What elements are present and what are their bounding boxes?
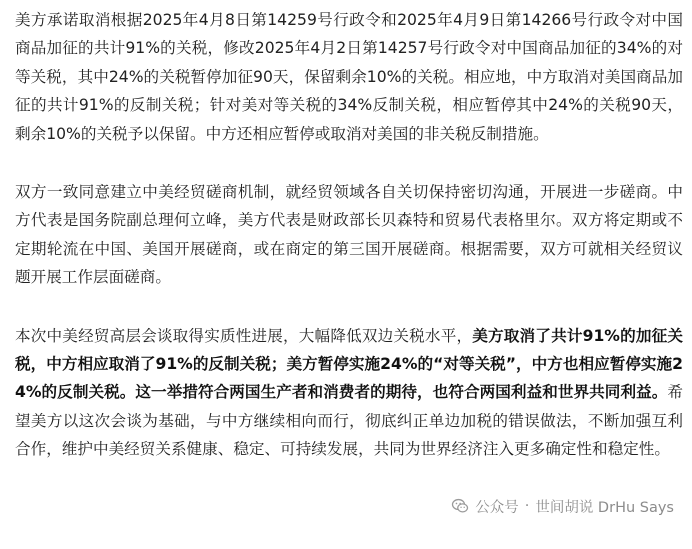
wechat-account-watermark	[447, 494, 680, 518]
watermark-account-name: 世间胡说 DrHu Says	[535, 499, 674, 516]
paragraph-1-text: 美方承诺取消根据2025年4月8日第14259号行政令和2025年4月9日第14266号行政令对中国商品加征的共计91%的关税，修改2025年4月2日第14257号行政令对中国商品加征的34%的对等关税，其中24%的关税暂停加征90天，保留剩余10%的关税。相应地，中方取消对美国商品加征的共计91%的反制关税；针对美对等关税的34%反制关税，相应暂停其中24%的关税90天，剩余10%的关税予以保留。中方还相应暂停或取消对美国的非关税反制措施。	[15, 11, 683, 143]
paragraph-talks-progress	[15, 322, 683, 464]
paragraph-2-text: 双方一致同意建立中美经贸磋商机制，就经贸领域各自关切保持密切沟通，开展进一步磋商。中方代表是国务院副总理何立峰，美方代表是财政部长贝森特和贸易代表格里尔。双方将定期或不定期轮流在中国、美国开展磋商，或在商定的第三国开展磋商。根据需要，双方可就相关经贸议题开展工作层面磋商。	[15, 183, 683, 287]
watermark-separator: ·	[524, 498, 530, 514]
article-body	[15, 6, 683, 464]
watermark-prefix: 公众号	[475, 499, 519, 516]
paragraph-tariff-commitments	[15, 6, 683, 148]
paragraph-3-text-highlight: 美方取消了共计91%的加征关税，中方相应取消了91%的反制关税；美方暂停实施24%的“对等关税”，中方也相应暂停实施24%的反制关税。这一举措符合两国生产者和消费者的期待，也符合两国利益和世界共同利益。	[15, 326, 683, 402]
paragraph-3-text-intro: 本次中美经贸高层会谈取得实质性进展，大幅降低双边关税水平，	[15, 326, 473, 345]
wechat-icon	[451, 497, 469, 515]
paragraph-consultation-mechanism	[15, 178, 683, 292]
paragraph-3-text-closing: 希望美方以这次会谈为基础，与中方继续相向而行，彻底纠正单边加税的错误做法，不断加强互利合作，维护中美经贸关系健康、稳定、可持续发展，共同为世界经济注入更多确定性和稳定性。	[15, 383, 683, 459]
